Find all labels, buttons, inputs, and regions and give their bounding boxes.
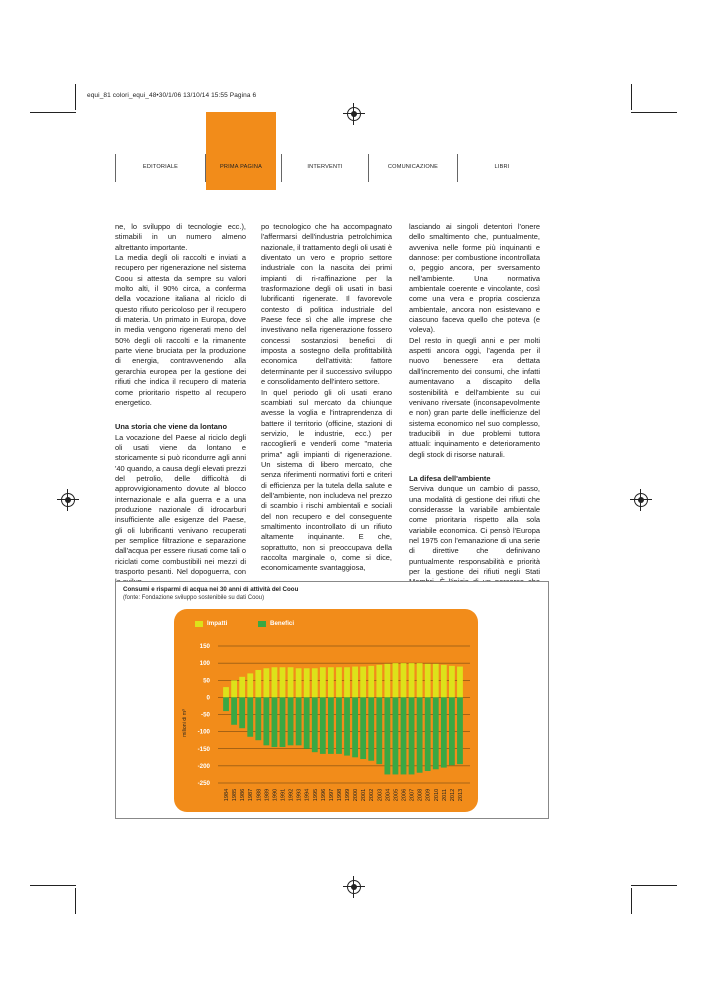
bar-impatti-1990: [272, 667, 278, 697]
nav-interventi[interactable]: INTERVENTI: [307, 164, 343, 170]
bar-impatti-1988: [255, 670, 261, 697]
bar-impatti-1989: [263, 668, 269, 697]
paragraph: Del resto in quegli anni e per molti aspetti ancora oggi, l'agenda per il nuovo benessere era dettata dall'incremento dei consumi, che infatti aumentavano a discapito della sostenibilità e dell'ambiente su cui venivano riversate (inconsapevolmente e non) gran parte delle inefficienze del sistema economico nel suo complesso, traducibili in due problemi tuttora attuali: inquinamento e deterioramento degli stock di risorse naturali.: [409, 335, 540, 459]
paragraph: Serviva dunque un cambio di passo, una modalità di gestione dei rifiuti che considerasse la variabile ambientale come prioritaria rispetto alla sola variabile economica. Ci pensò l'Europa nel 1975 con l'emanazione di una serie di direttive che definivano puntualmente responsabilità e priorità per la gestione dei rifiuti negli Stati: [409, 484, 540, 576]
bar-benefici-2012: [449, 697, 455, 765]
y-tick-label: 0: [206, 694, 210, 702]
bar-benefici-2013: [457, 697, 463, 764]
bar-benefici-1998: [336, 697, 342, 754]
crop-mark: [631, 888, 632, 914]
bar-impatti-1987: [247, 673, 253, 697]
y-tick-label: -150: [197, 745, 210, 753]
bar-benefici-2004: [384, 697, 390, 774]
y-tick-label: -250: [197, 780, 210, 787]
bar-impatti-2012: [449, 666, 455, 698]
x-tick-label: 1994: [304, 788, 311, 802]
x-tick-label: 1996: [320, 788, 327, 802]
bar-impatti-2003: [376, 665, 382, 698]
legend-label: Impatti: [207, 620, 228, 627]
bar-benefici-1991: [280, 697, 286, 747]
bar-impatti-1996: [320, 667, 326, 697]
x-tick-label: 2012: [449, 788, 456, 802]
paragraph: lasciando ai singoli detentori l'onere dello smaltimento che, puntualmente, avveniva nelle forme più inquinanti e dannose: per combustione incontrollata o, peggio ancora, per sversamento nell'ambiente. Una normativa ambientale coerente e vincolante, così come una vera e propria coscienza ambientale, ancora non esistevano e ciascuno faceva quello che poteva (e voleva).: [409, 222, 540, 335]
legend-label: Benefici: [270, 620, 295, 627]
x-tick-label: 2013: [457, 788, 464, 802]
crop-mark: [75, 84, 76, 110]
x-tick-label: 2011: [441, 788, 448, 802]
bar-impatti-2007: [409, 663, 415, 697]
bar-benefici-1989: [263, 697, 269, 745]
bar-impatti-2009: [425, 664, 431, 698]
crop-mark: [75, 888, 76, 914]
bar-impatti-1992: [288, 667, 294, 697]
section-heading: La difesa dell'ambiente: [409, 473, 491, 483]
bar-benefici-2005: [393, 697, 399, 774]
bar-benefici-1987: [247, 697, 253, 736]
x-tick-label: 1995: [312, 788, 319, 802]
x-tick-label: 1987: [248, 788, 255, 802]
bar-benefici-2001: [360, 697, 366, 759]
x-tick-label: 1991: [280, 788, 287, 802]
chart-title: Consumi e risparmi di acqua nei 30 anni di attività del Coou: [123, 586, 299, 593]
bar-impatti-1998: [336, 667, 342, 697]
x-tick-label: 1986: [240, 788, 247, 802]
bar-benefici-1994: [304, 697, 310, 748]
y-tick-label: -100: [197, 728, 210, 736]
bar-impatti-1993: [296, 668, 302, 697]
bar-impatti-2006: [401, 663, 407, 697]
crop-mark: [30, 885, 76, 886]
y-tick-label: -200: [197, 762, 210, 770]
bar-benefici-2007: [409, 697, 415, 774]
bar-impatti-1991: [280, 667, 286, 697]
bar-impatti-1999: [344, 667, 350, 697]
nav-prima-pagina[interactable]: PRIMA PAGINA: [219, 164, 263, 170]
crop-mark: [631, 885, 677, 886]
bar-impatti-1995: [312, 668, 318, 697]
bar-benefici-2003: [376, 697, 382, 764]
x-tick-label: 1998: [336, 788, 343, 802]
bar-impatti-2001: [360, 667, 366, 698]
bar-impatti-2002: [368, 666, 374, 698]
x-tick-label: 2001: [361, 788, 368, 802]
bar-benefici-1990: [272, 697, 278, 747]
x-tick-label: 2002: [369, 788, 376, 802]
bar-benefici-2009: [425, 697, 431, 771]
y-axis-label: milioni di m³: [182, 709, 188, 737]
x-tick-label: 2003: [377, 788, 384, 802]
crop-mark: [30, 112, 76, 113]
bar-impatti-1994: [304, 668, 310, 697]
x-tick-label: 1997: [328, 788, 335, 802]
bar-benefici-2011: [441, 697, 447, 767]
bar-benefici-2008: [417, 697, 423, 772]
bar-impatti-2011: [441, 665, 447, 698]
article-column-3: [409, 222, 540, 598]
x-tick-label: 2007: [409, 788, 416, 802]
bar-benefici-1997: [328, 697, 334, 754]
bar-benefici-2010: [433, 697, 439, 769]
registration-mark: [61, 493, 75, 507]
registration-mark: [634, 493, 648, 507]
x-tick-label: 2000: [353, 788, 360, 802]
bar-benefici-1999: [344, 697, 350, 755]
bar-benefici-1996: [320, 697, 326, 754]
x-tick-label: 1985: [232, 788, 239, 802]
bar-chart: [174, 609, 478, 812]
crop-mark: [631, 112, 677, 113]
article-column-2: [261, 222, 392, 574]
bar-impatti-2013: [457, 667, 463, 698]
x-tick-label: 2006: [401, 788, 408, 802]
bar-impatti-2010: [433, 664, 439, 698]
bar-impatti-1986: [239, 677, 245, 698]
bar-benefici-1985: [231, 697, 237, 724]
bar-benefici-2000: [352, 697, 358, 757]
bar-benefici-1992: [288, 697, 294, 745]
paragraph: In quel periodo gli oli usati erano scambiati sul mercato da chiunque avesse la voglia e l'intraprendenza di battere il territorio (officine, stazioni di servizio, le industrie, ecc.) per raccoglierli e venderli come "materia prima" agli impianti di rigenerazione. Un sistema di libero mercato, che senza riferimenti normativi forti e criteri di efficienza per la tutela della salute e dell'ambiente, non includeva nel prezzo di scambio i rischi ambientali e sociali del non recupero e del conseguente smaltimento incontrollato di un rifiuto altamente inquinante. E che, soprattutto, non si preoccupava della raccolta marginale o, come si dice, economicamente svantaggiosa,: [261, 387, 392, 573]
y-tick-label: 50: [203, 677, 210, 685]
nav-comunicazione[interactable]: COMUNICAZIONE: [387, 164, 439, 170]
x-tick-label: 1989: [264, 788, 271, 802]
x-tick-label: 2008: [417, 788, 424, 802]
paragraph: ne, lo sviluppo di tecnologie ecc.), stimabili in un numero almeno altrettanto importante.: [115, 222, 246, 252]
chart-subtitle: (fonte: Fondazione sviluppo sostenibile su dati Coou): [123, 595, 265, 601]
paragraph: po tecnologico che ha accompagnato l'affermarsi dell'industria petrolchimica nazionale, il trattamento degli oli usati è diventato un vero e proprio settore industriale con la nascita dei primi impianti di ri-raffinazione per la trasformazione degli oli usati in basi lubrificanti rigenerate. Il favorevole contesto di politica industriale del Paese fece sì che alle imprese che investivano nella rigenerazione fossero concessi sostanziosi benefici di imposta a sostegno della profittabilità economica dell'attività: fattore determinante per il successivo sviluppo e consolidamento dell'intero settore.: [261, 222, 392, 387]
chart-panel: [174, 609, 478, 812]
x-tick-label: 1988: [256, 788, 263, 802]
x-tick-label: 1984: [224, 788, 231, 802]
bar-impatti-1985: [231, 680, 237, 697]
y-tick-label: -50: [201, 711, 210, 719]
chart-box: [115, 581, 549, 819]
x-tick-label: 1999: [345, 788, 352, 802]
registration-mark: [347, 107, 361, 121]
y-tick-label: 100: [199, 660, 210, 668]
y-tick-label: 150: [199, 643, 210, 650]
nav-editoriale[interactable]: EDITORIALE: [142, 164, 179, 170]
x-tick-label: 1990: [272, 788, 279, 802]
x-tick-label: 2009: [425, 788, 432, 802]
bar-impatti-2005: [393, 663, 399, 697]
paragraph: La media degli oli raccolti e inviati a recupero per rigenerazione nel sistema Coou si attesta da sempre su valori molto alti, il 90% circa, a conferma della vocazione italiana al riciclo di questo rifiuto pericoloso per il recupero di materia. Un primato in Europa, dove in media vengono rigenerati meno del 50% degli oli raccolti e la rimanente parte viene bruciata per la produzione di energia, contravvenendo alla gerarchia europea per la gestione dei rifiuti che indica il recupero di materia come prioritario rispetto al recupero energetico.: [115, 253, 246, 407]
x-tick-label: 1993: [296, 788, 303, 802]
bar-impatti-2000: [352, 667, 358, 698]
registration-mark: [347, 880, 361, 894]
bar-impatti-2008: [417, 663, 423, 697]
bar-impatti-1997: [328, 667, 334, 697]
bar-benefici-1984: [223, 697, 229, 711]
x-tick-label: 2005: [393, 788, 400, 802]
bar-benefici-1988: [255, 697, 261, 740]
paragraph: La vocazione del Paese al riciclo degli oli usati viene da lontano e storicamente si può ricondurre agli anni '40 quando, a causa degli elevati prezzi del petrolio, delle difficoltà di approvvigionamento dovute al blocco internazionale e alla guerra e a una produzione nazionale di idrocarburi insufficiente alle esigenze del Paese, gli oli lubrificanti venivano recuperati per semplice filtrazione e separazione dall'acqua per essere riusati come tali o riciclati come combustibili nei mezzi di trasporto pesanti. Nel dopoguerra, con: [115, 432, 246, 576]
bar-benefici-2006: [401, 697, 407, 774]
bar-impatti-2004: [384, 664, 390, 698]
section-heading: Una storia che viene da lontano: [115, 422, 228, 432]
crop-mark: [631, 84, 632, 110]
bar-benefici-1993: [296, 697, 302, 745]
nav-libri[interactable]: LIBRI: [494, 164, 510, 170]
x-tick-label: 2010: [433, 788, 440, 802]
bar-impatti-1984: [223, 687, 229, 697]
article-column-1: [115, 222, 246, 588]
x-tick-label: 1992: [288, 788, 295, 802]
bar-benefici-1995: [312, 697, 318, 752]
bar-benefici-2002: [368, 697, 374, 760]
bar-benefici-1986: [239, 697, 245, 728]
print-slug: equi_81 colori_equi_48•30/1/06 13/10/14 15:55 Pagina 6: [87, 92, 257, 99]
x-tick-label: 2004: [385, 788, 392, 802]
section-nav: [115, 152, 549, 184]
